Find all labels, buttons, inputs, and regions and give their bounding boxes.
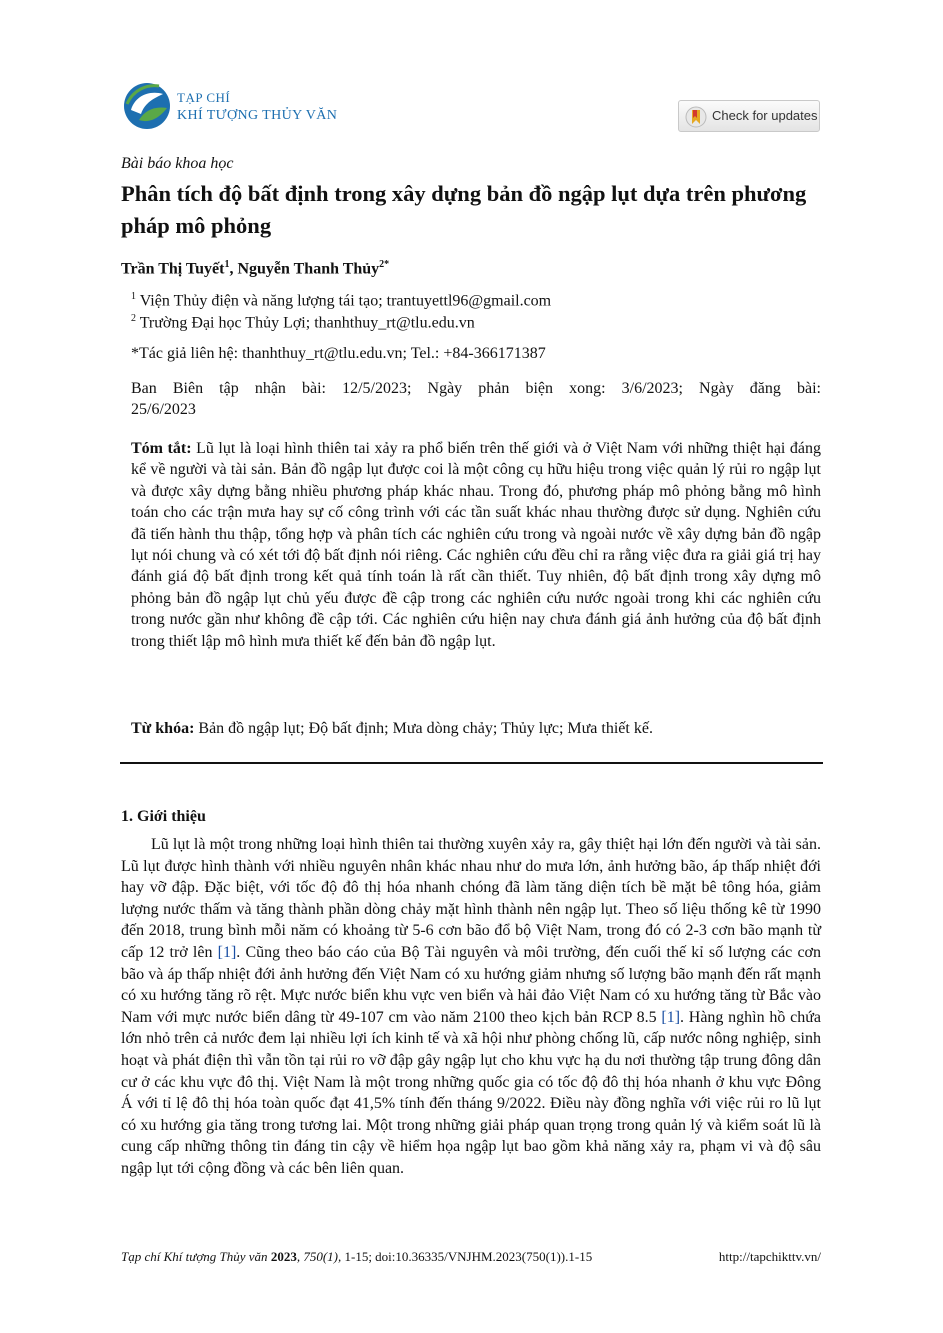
article-type: Bài báo khoa học	[121, 155, 234, 172]
author-1: Trần Thị Tuyết	[121, 260, 225, 278]
affiliation-1	[131, 291, 551, 310]
corresponding-author: *Tác giả liên hệ: thanhthuy_rt@tlu.edu.vn; Tel.: +84-366171387	[131, 345, 546, 362]
keywords-text: Bản đồ ngập lụt; Độ bất định; Mưa dòng chảy; Thủy lực; Mưa thiết kế.	[194, 720, 653, 737]
section-heading: 1. Giới thiệu	[121, 808, 206, 825]
citation-link-2[interactable]: [1]	[661, 1008, 681, 1026]
dates-line-1: Ban Biên tập nhận bài: 12/5/2023; Ngày phản biện xong: 3/6/2023; Ngày đăng bài:	[131, 380, 821, 397]
logo-line2: KHÍ TƯỢNG THỦY VĂN	[177, 108, 338, 123]
affiliation-2-sup: 2	[131, 313, 136, 324]
abstract	[131, 438, 821, 652]
abstract-text: Lũ lụt là loại hình thiên tai xảy ra phổ biến trên thế giới và ở Việt Nam với những thiệt hại đáng kể về người và tài sản. Bản đồ ngập lụt được coi là một công cụ hữu hiệu trong việc quản lý rủi ro ngập lụt và được xây dựng bằng nhiều phương pháp khác nhau. Trong đó, phương pháp mô phỏng bằng mô hình toán cho các trận mưa hay sự cố công trình với các tần suất khác nhau thường được sử dụng. Nghiên cứu đã tiến hành thu thập, tổng hợp và phân tích các nghiên cứu trong và ngoài nước về xây dựng bản đồ ngập lụt nói chung và có xét tới độ bất định nói riêng. Các nghiên cứu đều chỉ ra rằng việc đưa ra giải giá trị hay đánh giá độ bất định trong kết quả tính toán là rất cần thiết. Tuy nhiên, độ bất định trong xây dựng mô phỏng bản đồ ngập lụt chủ yếu được đề cập trong các nghiên cứu nước ngoài trong khi các nghiên cứu trong nước gần như không đề cập tới. Các nghiên cứu hiện nay chưa đánh giá ảnh hưởng của độ bất định trong thiết lập mô hình mưa thiết kế đến bản đồ ngập lụt.	[131, 440, 822, 650]
article-title: Phân tích độ bất định trong xây dựng bản đồ ngập lụt dựa trên phương pháp mô phỏng	[121, 181, 807, 238]
article-dates	[131, 378, 821, 420]
abstract-label: Tóm tắt:	[131, 440, 192, 457]
affiliation-1-sup: 1	[131, 291, 136, 302]
footer-year: 2023	[270, 1249, 297, 1264]
intro-text-2: . Cũng theo báo cáo của Bộ Tài nguyên và môi trường, đến cuối thế kỉ số lượng các cơn bão và áp thấp nhiệt đới ảnh hưởng đến Việt Nam có xu hướng giảm nhưng số lượng bão mạnh đến rất mạnh có xu hướng tăng rõ rệt. Mực nước biển khu vực ven biển và hải đảo Việt Nam có xu hướng tăng từ Bắc vào Nam với mực nước biển dâng từ 49-107 cm vào năm 2100 theo kịch bản RCP 8.5	[121, 943, 822, 1026]
journal-logo	[121, 80, 371, 132]
logo-line1: TẠP CHÍ	[177, 90, 231, 105]
intro-text-1: Lũ lụt là một trong những loại hình thiên tai thường xuyên xảy ra, gây thiệt hại lớn đến người và tài sản. Lũ lụt được hình thành với nhiều nguyên nhân khác nhau như do mưa lớn, ảnh hưởng bão, áp thấp nhiệt đới hay vỡ đập. Đặc biệt, với tốc độ đô thị hóa nhanh chóng đã làm tăng diện tích bề mặt bê tông hóa, giảm lượng nước thấm và tăng thành phần dòng chảy mặt hình thành nên ngập lụt. Theo số liệu thống kê từ 1990 đến 2018, trung bình mỗi năm có khoảng từ 5-6 cơn bão đổ bộ Việt Nam, trong đó có 2-3 cơn bão mạnh từ cấp 12 trở lên	[121, 836, 821, 961]
check-for-updates-label: Check for updates	[712, 108, 818, 123]
affiliation-2-text: Trường Đại học Thủy Lợi; thanhthuy_rt@tlu.edu.vn	[136, 314, 475, 332]
intro-text-3: . Hàng nghìn hồ chứa lớn nhỏ trên cả nước đem lại nhiều lợi ích kinh tế và xã hội như phòng chống lũ, cấp nước nông nghiệp, sinh hoạt và phát điện thì vẫn tồn tại rủi ro vỡ đập gây ngập lụt cho khu vực hạ du nơi thường tập trung đông dân cư ở các khu vực đô thị. Việt Nam là một trong những quốc gia có tốc độ đô thị hóa nhanh ở khu vực Đông Á với tỉ lệ đô thị hóa toàn quốc đạt 41,5% tính đến tháng 9/2022. Điều này đồng nghĩa với việc rủi ro lũ lụt có xu hướng gia tăng trong tương lai. Một trong những giải pháp quan trọng trong quản lý và kiểm soát lũ là cung cấp những thông tin đáng tin cậy về hiểm họa ngập lụt bao gồm khả năng xảy ra, phạm vi và độ sâu ngập lụt tới cộng đồng và các bên liên quan.	[121, 1008, 821, 1177]
section-divider	[120, 762, 823, 764]
affiliation-1-text: Viện Thủy điện và năng lượng tái tạo; trantuyettl96@gmail.com	[136, 292, 552, 310]
intro-paragraph	[121, 834, 821, 1180]
citation-link-1[interactable]: [1]	[217, 943, 237, 961]
author-separator: ,	[229, 260, 238, 278]
bookmark-icon	[685, 106, 707, 128]
author-2-sup: 2*	[379, 259, 390, 270]
author-1-sup: 1	[224, 259, 230, 270]
journal-logo-icon	[121, 80, 173, 132]
footer-citation	[121, 1249, 592, 1265]
footer-volume: , 750(1),	[296, 1249, 345, 1264]
dates-line-2: 25/6/2023	[131, 401, 196, 418]
affiliation-2	[131, 313, 475, 332]
keywords	[131, 720, 653, 738]
footer-url[interactable]: http://tapchikttv.vn/	[718, 1249, 821, 1264]
authors	[121, 259, 389, 278]
footer-journal: Tạp chí Khí tượng Thủy văn	[121, 1249, 271, 1264]
keywords-label: Từ khóa:	[131, 720, 195, 737]
author-2: Nguyễn Thanh Thủy	[237, 260, 380, 278]
footer-pages-doi: 1-15; doi:10.36335/VNJHM.2023(750(1)).1-15	[344, 1249, 593, 1264]
check-for-updates-button[interactable]	[678, 100, 820, 132]
